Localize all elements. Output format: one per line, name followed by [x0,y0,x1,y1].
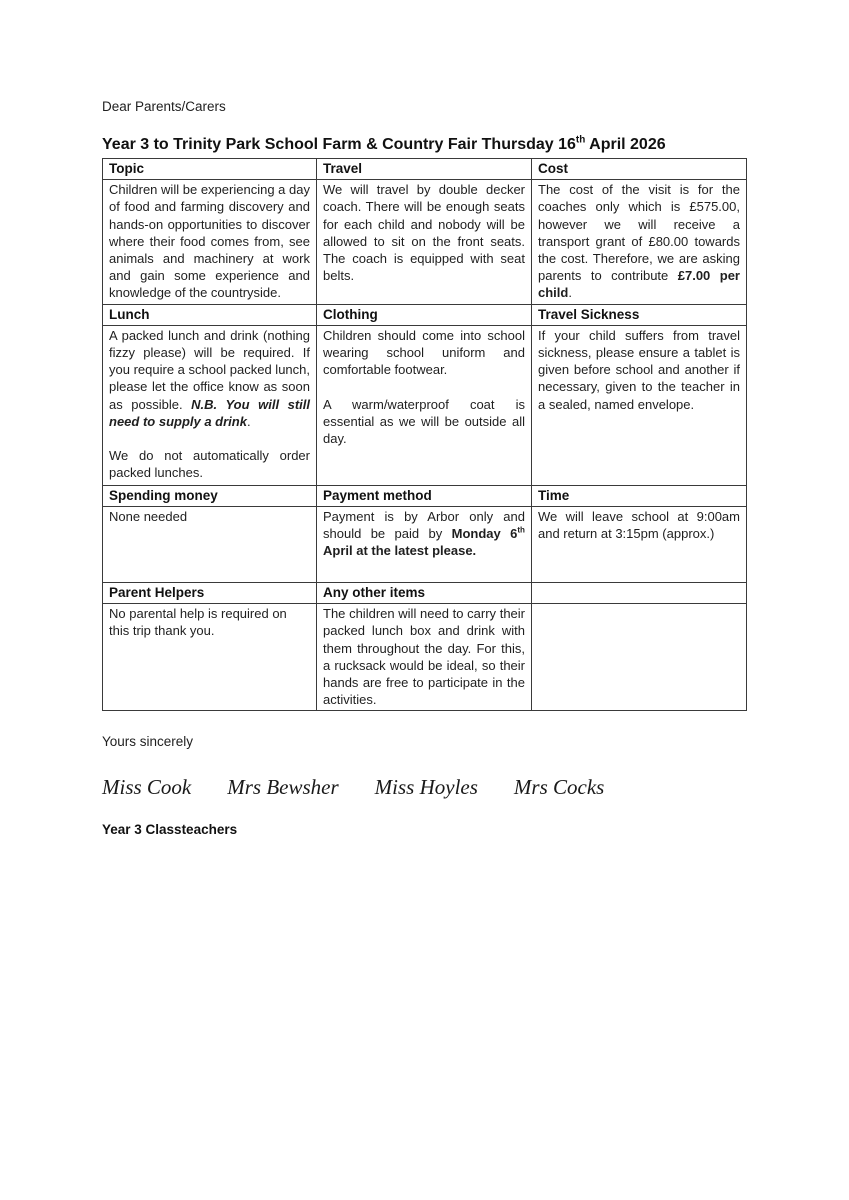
cell-clothing: Children should come into school wearing school uniform and comfortable footwear. A warm/waterproof coat is essential as we will be outside all day. [317,325,532,485]
header-clothing: Clothing [317,304,532,325]
header-travel: Travel [317,159,532,180]
cell-empty [532,604,747,711]
letter-title [102,136,746,154]
cell-payment-method: Payment is by Arbor only and should be paid by Monday 6th April at the latest please. [317,507,532,583]
trip-info-table [102,158,747,711]
header-empty [532,583,747,604]
row-lunch-clothing-sickness [103,325,747,485]
cell-time: We will leave school at 9:00am and return at 3:15pm (approx.) [532,507,747,583]
header-any-other-items: Any other items [317,583,532,604]
header-payment-method: Payment method [317,485,532,506]
row-helpers-items [103,604,747,711]
cell-any-other-items: The children will need to carry their packed lunch box and drink with them throughout the day. For this, a rucksack would be ideal, so their hands are free to participate in the activities. [317,604,532,711]
row-topic-travel-cost [103,180,747,304]
salutation: Dear Parents/Carers [102,99,226,114]
signoff-role: Year 3 Classteachers [102,822,238,838]
letter-title-superscript: th [575,134,586,146]
header-row-helpers-items [103,583,747,604]
signature-mrs-cocks: Mrs Cocks [513,775,605,800]
header-row-topic-travel-cost [103,159,747,180]
signature-mrs-bewsher: Mrs Bewsher [227,775,339,800]
cell-spending-money: None needed [103,507,317,583]
header-time: Time [532,485,747,506]
letter-title-suffix: April 2026 [585,136,666,153]
cell-travel-sickness: If your child suffers from travel sickness, please ensure a tablet is given before school and another if necessary, given to the teacher in a sealed, named envelope. [532,325,747,485]
cell-parent-helpers: No parental help is required on this trip thank you. [103,604,317,711]
signatures [102,775,746,800]
cell-topic: Children will be experiencing a day of food and farming discovery and hands-on opportunities to discover where their food comes from, see animals and machinery at work and gain some experience and knowledge of the countryside. [103,180,317,304]
header-cost: Cost [532,159,747,180]
header-travel-sickness: Travel Sickness [532,304,747,325]
row-money-payment-time [103,507,747,583]
header-spending-money: Spending money [103,485,317,506]
cell-lunch: A packed lunch and drink (nothing fizzy please) will be required. If you require a school packed lunch, please let the office know as soon as possible. N.B. You will still need to supply a drink. We do not automatically order packed lunches. [103,325,317,485]
cell-cost: The cost of the visit is for the coaches only which is £575.00, however we will receive a transport grant of £80.00 towards the cost. Therefore, we are asking parents to contribute £7.00 per child. [532,180,747,304]
header-row-money-payment-time [103,485,747,506]
closing: Yours sincerely [102,734,194,750]
header-parent-helpers: Parent Helpers [103,583,317,604]
cell-travel: We will travel by double decker coach. There will be enough seats for each child and nobody will be allowed to sit on the front seats. The coach is equipped with seat belts. [317,180,532,304]
header-row-lunch-clothing-sickness [103,304,747,325]
letter-title-prefix: Year 3 to Trinity Park School Farm & Country Fair Thursday 16 [102,136,576,153]
header-topic: Topic [103,159,317,180]
signature-miss-cook: Miss Cook [102,775,192,800]
header-lunch: Lunch [103,304,317,325]
signature-miss-hoyles: Miss Hoyles [374,775,478,800]
letter-content [102,98,746,837]
